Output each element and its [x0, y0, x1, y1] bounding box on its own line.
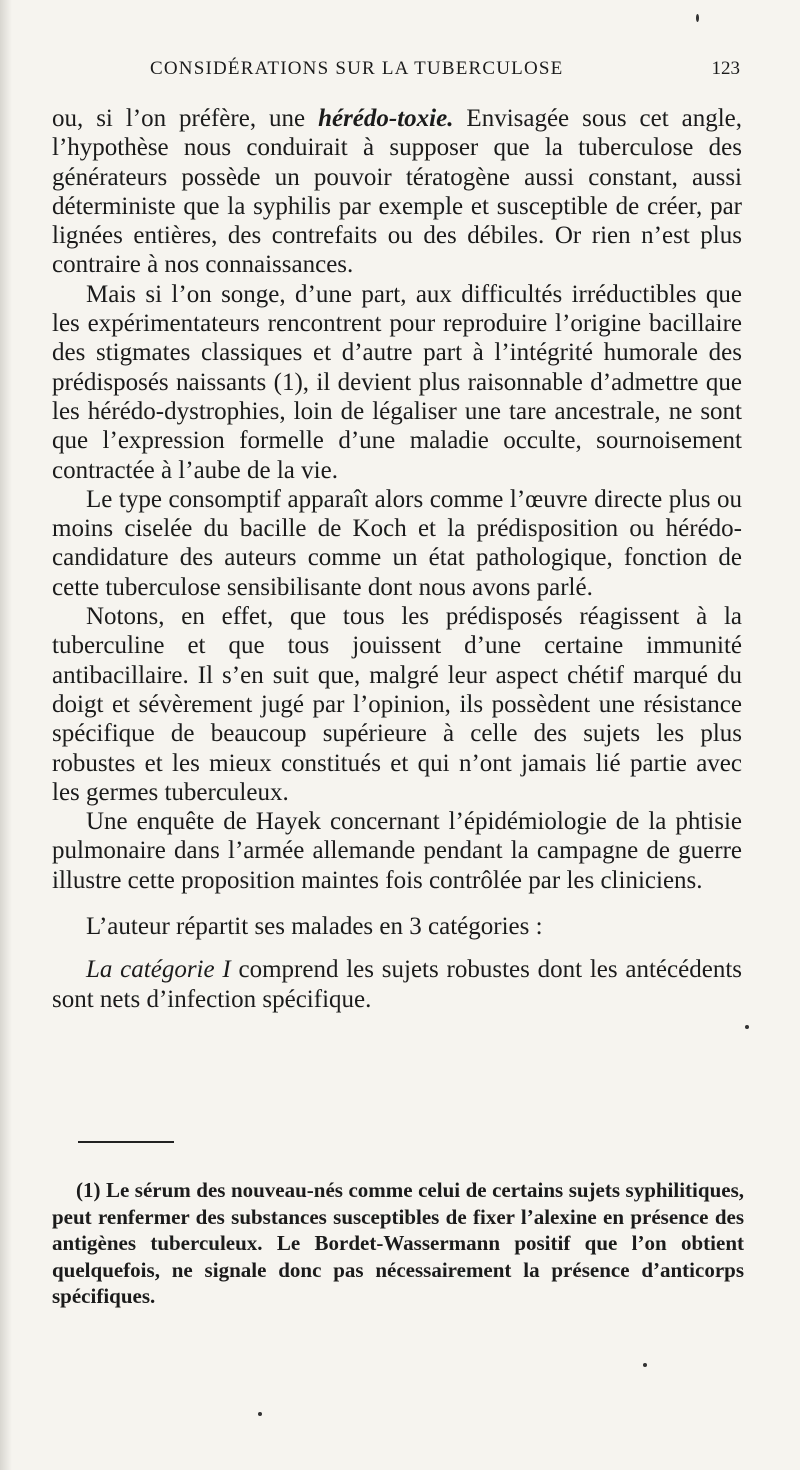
print-speck [745, 1025, 749, 1029]
emphasis-herido-toxie: hérédo-toxie. [318, 105, 454, 132]
paragraph-6: L’auteur répartit ses malades en 3 catégories : [86, 913, 543, 941]
paragraph-1: ou, si l’on préfère, une hérédo-toxie. Envisagée sous cet angle, l’hypothèse nous conduirait à supposer que la tuberculose des générateurs possède un pouvoir tératogène aussi constant, aussi déterministe que la syphilis par exemple et susceptible de créer, par lignées entières, des contrefaits ou des débiles. Or rien n’est plus contraire à nos connaissances. [52, 105, 742, 279]
print-speck [696, 14, 699, 22]
page-edge-shadow [0, 0, 12, 1470]
print-speck [643, 1363, 647, 1367]
page-number: 123 [711, 58, 740, 79]
page-header [150, 58, 740, 88]
emphasis-categorie-1: La catégorie I [86, 956, 231, 984]
footnote: (1) Le sérum des nouveau-nés comme celui de certains sujets syphilitiques, peut renfermer des substances susceptibles de fixer l’alexine en présence des antigènes tuberculeux. Le Bordet-Wassermann positif que l’on obtient quelquefois, ne signale donc pas nécessairement la présence d’anticorps spécifiques. [52, 1178, 744, 1308]
footnote-separator [78, 1141, 174, 1143]
paragraph-5: Une enquête de Hayek concernant l’épidémiologie de la phtisie pulmonaire dans l’armée allemande pendant la campagne de guerre illustre cette proposition maintes fois contrôlée par les cliniciens. [52, 808, 742, 894]
print-speck [258, 1412, 262, 1416]
paragraph-2: Mais si l’on songe, d’une part, aux difficultés irréductibles que les expérimentateurs rencontrent pour reproduire l’origine bacillaire des stigmates classiques et d’autre part à l’intégrité humorale des prédisposés naissants (1), il devient plus raisonnable d’admettre que les hérédo-dystrophies, loin de légaliser une tare ancestrale, ne sont que l’expression formelle d’une maladie occulte, sournoisement contractée à l’aube de la vie. [52, 280, 742, 484]
paragraph-3: Le type consomptif apparaît alors comme l’œuvre directe plus ou moins ciselée du bacille de Koch et la prédisposition ou hérédo-candidature des auteurs comme un état pathologique, fonction de cette tuberculose sensibilisante dont nous avons parlé. [52, 485, 742, 601]
paragraph-7: La catégorie I comprend les sujets robustes dont les antécédents sont nets d’infection spécifique. [52, 956, 742, 1013]
body-text [52, 104, 742, 1014]
running-title: CONSIDÉRATIONS SUR LA TUBERCULOSE [150, 58, 564, 79]
paragraph-4: Notons, en effet, que tous les prédisposés réagissent à la tuberculine et que tous jouissent d’une certaine immunité antibacillaire. Il s’en suit que, malgré leur aspect chétif marqué du doigt et sévèrement jugé par l’opinion, ils possèdent une résistance spécifique de beaucoup supérieure à celle des sujets les plus robustes et les mieux constitués et qui n’ont jamais lié partie avec les germes tuberculeux. [52, 603, 742, 806]
